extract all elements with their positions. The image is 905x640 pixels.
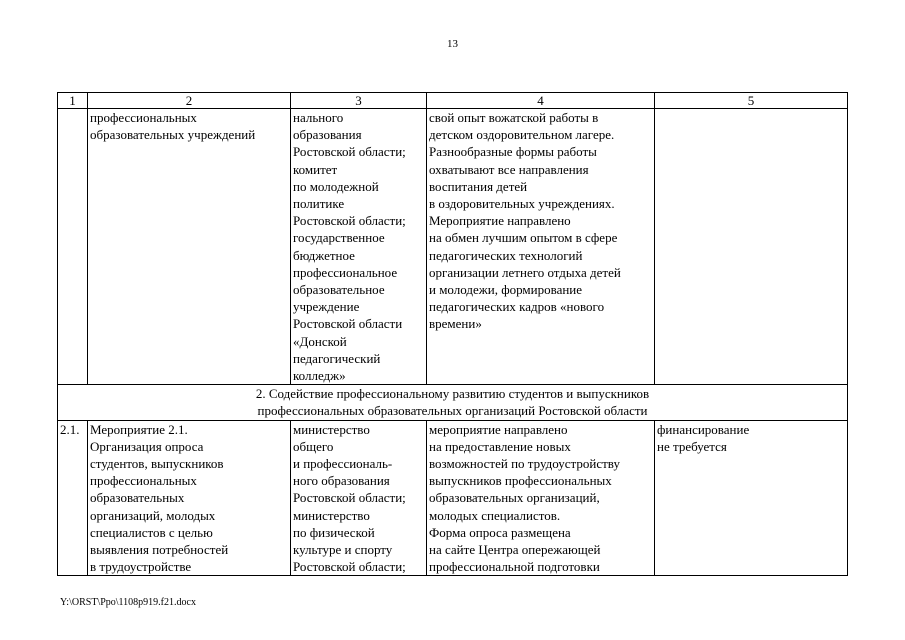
cell-text-line: времени» bbox=[429, 316, 482, 332]
cell-text-line: колледж» bbox=[293, 368, 346, 384]
cell-text-line: профессиональных образовательных организаций Ростовской области bbox=[257, 403, 648, 419]
cell-text-line: выявления потребностей bbox=[90, 542, 229, 558]
cell-text-line: и молодежи, формирование bbox=[429, 282, 583, 298]
cell-text-line: на сайте Центра опережающей bbox=[429, 542, 601, 558]
section-row bbox=[58, 385, 848, 420]
cell-text-line: педагогических кадров «нового bbox=[429, 299, 605, 315]
section-heading bbox=[58, 385, 848, 420]
cell-text-line: Ростовской области; bbox=[293, 213, 406, 229]
column-header: 3 bbox=[291, 93, 427, 109]
cell-text-line: образования bbox=[293, 127, 362, 143]
row-number-cell bbox=[58, 109, 88, 385]
cell-text-line: воспитания детей bbox=[429, 178, 528, 194]
table-row bbox=[58, 420, 848, 576]
table-row bbox=[58, 109, 848, 385]
cell-text-line: выпускников профессиональных bbox=[429, 473, 612, 489]
measure-name-cell bbox=[88, 420, 291, 576]
cell-text-line: и профессиональ- bbox=[293, 456, 393, 472]
cell-text-line: детском оздоровительном лагере. bbox=[429, 127, 615, 143]
result-cell bbox=[427, 420, 655, 576]
cell-text-line: нального bbox=[293, 110, 344, 125]
measures-table bbox=[57, 92, 848, 576]
cell-text-line: Ростовской области; bbox=[293, 559, 406, 575]
cell-text-line: педагогический bbox=[293, 350, 381, 366]
cell-text-line: учреждение bbox=[293, 299, 360, 315]
column-header: 2 bbox=[88, 93, 291, 109]
cell-text-line: свой опыт вожатской работы в bbox=[429, 110, 599, 125]
cell-text-line: студентов, выпускников bbox=[90, 456, 224, 472]
cell-text-line: 2. Содействие профессиональному развитию студентов и выпускников bbox=[255, 386, 650, 402]
cell-text-line: Ростовской области; bbox=[293, 490, 406, 506]
result-cell bbox=[427, 109, 655, 385]
cell-text-line: образовательных организаций, bbox=[429, 490, 600, 506]
cell-text-line: бюджетное bbox=[293, 247, 355, 263]
funding-cell bbox=[655, 109, 848, 385]
cell-text-line: Форма опроса размещена bbox=[429, 524, 571, 540]
executor-cell bbox=[291, 109, 427, 385]
cell-text-line: образовательное bbox=[293, 282, 385, 298]
cell-text-line: Ростовской области bbox=[293, 316, 403, 332]
cell-text-line: по молодежной bbox=[293, 178, 379, 194]
cell-text-line: профессиональной подготовки bbox=[429, 559, 600, 575]
cell-text-line: Организация опроса bbox=[90, 438, 204, 454]
cell-text-line: на предоставление новых bbox=[429, 438, 571, 454]
cell-text-line: не требуется bbox=[657, 438, 727, 454]
table-header-row bbox=[58, 93, 848, 109]
row-number-cell: 2.1. bbox=[58, 420, 88, 576]
cell-text-line: Мероприятие направлено bbox=[429, 213, 571, 229]
column-header: 1 bbox=[58, 93, 88, 109]
measure-name-cell bbox=[88, 109, 291, 385]
cell-text-line: в трудоустройстве bbox=[90, 559, 192, 575]
funding-cell bbox=[655, 420, 848, 576]
cell-text-line: министерство bbox=[293, 421, 370, 437]
cell-text-line: педагогических технологий bbox=[429, 247, 583, 263]
cell-text-line: мероприятие направлено bbox=[429, 421, 568, 437]
cell-text-line: министерство bbox=[293, 507, 370, 523]
cell-text-line: молодых специалистов. bbox=[429, 507, 561, 523]
cell-text-line: Ростовской области; bbox=[293, 144, 406, 160]
file-path-footer: Y:\ORST\Ppo\1108p919.f21.docx bbox=[60, 597, 196, 608]
cell-text-line: по физической bbox=[293, 524, 375, 540]
cell-text-line: возможностей по трудоустройству bbox=[429, 456, 620, 472]
cell-text-line: Мероприятие 2.1. bbox=[90, 421, 188, 437]
cell-text-line: образовательных bbox=[90, 490, 185, 506]
cell-text-line: профессиональных bbox=[90, 473, 197, 489]
cell-text-line: Разнообразные формы работы bbox=[429, 144, 597, 160]
cell-text-line: ного образования bbox=[293, 473, 390, 489]
page-number: 13 bbox=[447, 38, 458, 50]
executor-cell bbox=[291, 420, 427, 576]
cell-text-line: профессиональных bbox=[90, 110, 197, 125]
cell-text-line: государственное bbox=[293, 230, 385, 246]
column-header: 5 bbox=[655, 93, 848, 109]
cell-text-line: в оздоровительных учреждениях. bbox=[429, 196, 615, 212]
cell-text-line: культуре и спорту bbox=[293, 542, 393, 558]
cell-text-line: образовательных учреждений bbox=[90, 127, 256, 143]
cell-text-line: общего bbox=[293, 438, 334, 454]
cell-text-line: комитет bbox=[293, 161, 338, 177]
cell-text-line: охватывают все направления bbox=[429, 161, 589, 177]
cell-text-line: на обмен лучшим опытом в сфере bbox=[429, 230, 618, 246]
cell-text-line: организаций, молодых bbox=[90, 507, 216, 523]
cell-text-line: политике bbox=[293, 196, 345, 212]
cell-text-line: специалистов с целью bbox=[90, 524, 213, 540]
cell-text-line: профессиональное bbox=[293, 264, 398, 280]
column-header: 4 bbox=[427, 93, 655, 109]
cell-text-line: организации летнего отдыха детей bbox=[429, 264, 621, 280]
cell-text-line: «Донской bbox=[293, 333, 347, 349]
cell-text-line: финансирование bbox=[657, 421, 750, 437]
